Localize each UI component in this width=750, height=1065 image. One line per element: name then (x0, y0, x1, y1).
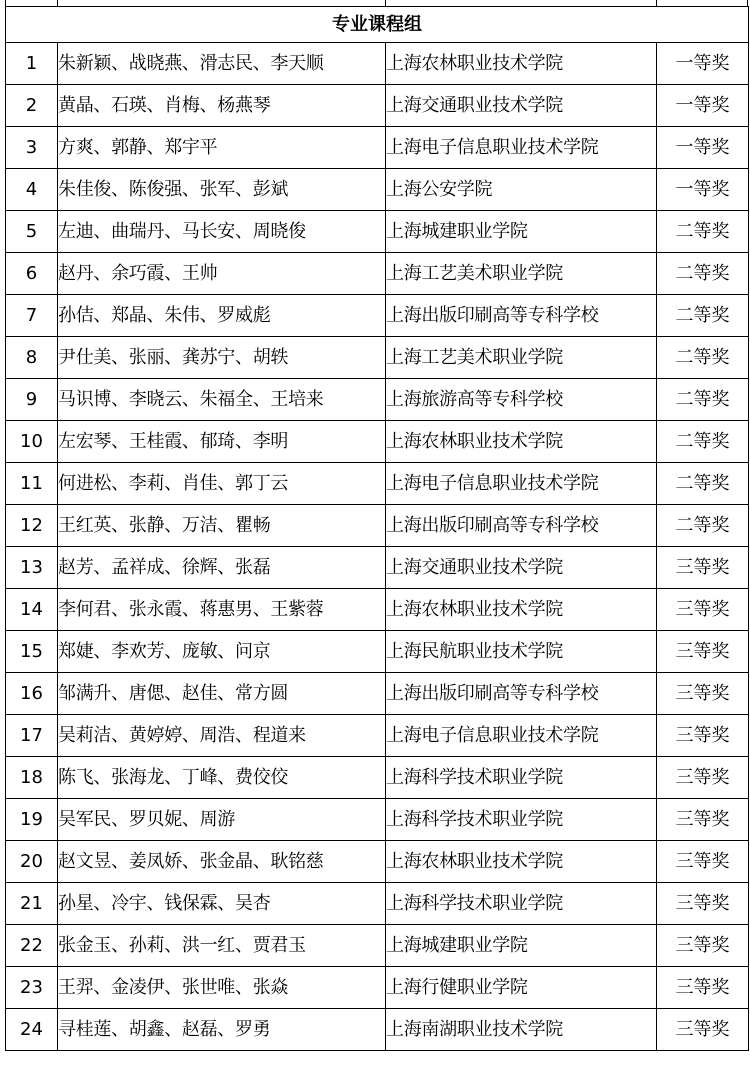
table-row (6, 883, 749, 925)
award-level: 三等奖 (657, 631, 749, 673)
table-row (6, 463, 749, 505)
row-number: 18 (6, 757, 58, 799)
row-number: 5 (6, 211, 58, 253)
award-level: 一等奖 (657, 43, 749, 85)
award-level: 三等奖 (657, 589, 749, 631)
row-number: 4 (6, 169, 58, 211)
school-name: 上海出版印刷高等专科学校 (386, 505, 657, 547)
award-level: 三等奖 (657, 757, 749, 799)
member-names: 左宏琴、王桂霞、郁琦、李明 (58, 421, 386, 463)
table-row (6, 505, 749, 547)
table-row (6, 967, 749, 1009)
member-names: 方爽、郭静、郑宇平 (58, 127, 386, 169)
school-name: 上海交通职业技术学院 (386, 85, 657, 127)
member-names: 黄晶、石瑛、肖梅、杨燕琴 (58, 85, 386, 127)
table-row (6, 589, 749, 631)
school-name: 上海城建职业学院 (386, 211, 657, 253)
school-name: 上海出版印刷高等专科学校 (386, 295, 657, 337)
school-name: 上海公安学院 (386, 169, 657, 211)
row-number: 16 (6, 673, 58, 715)
awards-table-body (6, 7, 749, 1051)
row-number: 24 (6, 1009, 58, 1051)
table-row (6, 799, 749, 841)
school-name: 上海科学技术职业学院 (386, 883, 657, 925)
row-number: 6 (6, 253, 58, 295)
award-level: 一等奖 (657, 169, 749, 211)
member-names: 张金玉、孙莉、洪一红、贾君玉 (58, 925, 386, 967)
award-level: 三等奖 (657, 673, 749, 715)
award-level: 三等奖 (657, 883, 749, 925)
table-row (6, 253, 749, 295)
school-name: 上海民航职业技术学院 (386, 631, 657, 673)
awards-table (5, 6, 749, 1051)
member-names: 吴军民、罗贝妮、周游 (58, 799, 386, 841)
school-name: 上海工艺美术职业学院 (386, 253, 657, 295)
row-number: 19 (6, 799, 58, 841)
school-name: 上海旅游高等专科学校 (386, 379, 657, 421)
table-row (6, 169, 749, 211)
award-level: 二等奖 (657, 295, 749, 337)
table-row (6, 295, 749, 337)
table-row (6, 379, 749, 421)
member-names: 尹仕美、张丽、龚苏宁、胡轶 (58, 337, 386, 379)
table-row (6, 547, 749, 589)
table-row (6, 1009, 749, 1051)
award-level: 三等奖 (657, 799, 749, 841)
table-row (6, 211, 749, 253)
award-level: 二等奖 (657, 505, 749, 547)
award-level: 三等奖 (657, 1009, 749, 1051)
school-name: 上海出版印刷高等专科学校 (386, 673, 657, 715)
table-row (6, 715, 749, 757)
award-level: 二等奖 (657, 379, 749, 421)
table-row (6, 43, 749, 85)
award-level: 二等奖 (657, 463, 749, 505)
row-number: 9 (6, 379, 58, 421)
award-level: 二等奖 (657, 211, 749, 253)
row-number: 14 (6, 589, 58, 631)
award-level: 二等奖 (657, 421, 749, 463)
member-names: 吴莉洁、黄婷婷、周浩、程道来 (58, 715, 386, 757)
school-name: 上海交通职业技术学院 (386, 547, 657, 589)
member-names: 左迪、曲瑞丹、马长安、周晓俊 (58, 211, 386, 253)
school-name: 上海行健职业学院 (386, 967, 657, 1009)
member-names: 赵芳、孟祥成、徐辉、张磊 (58, 547, 386, 589)
school-name: 上海工艺美术职业学院 (386, 337, 657, 379)
table-row (6, 631, 749, 673)
row-number: 13 (6, 547, 58, 589)
member-names: 李何君、张永霞、蒋惠男、王紫蓉 (58, 589, 386, 631)
award-level: 二等奖 (657, 253, 749, 295)
award-level: 三等奖 (657, 547, 749, 589)
member-names: 朱佳俊、陈俊强、张军、彭斌 (58, 169, 386, 211)
member-names: 何进松、李莉、肖佳、郭丁云 (58, 463, 386, 505)
row-number: 15 (6, 631, 58, 673)
school-name: 上海南湖职业技术学院 (386, 1009, 657, 1051)
school-name: 上海农林职业技术学院 (386, 589, 657, 631)
award-level: 三等奖 (657, 715, 749, 757)
member-names: 孙佶、郑晶、朱伟、罗威彪 (58, 295, 386, 337)
member-names: 陈飞、张海龙、丁峰、费佼佼 (58, 757, 386, 799)
school-name: 上海农林职业技术学院 (386, 841, 657, 883)
award-level: 一等奖 (657, 85, 749, 127)
group-header-row (6, 7, 749, 43)
school-name: 上海科学技术职业学院 (386, 757, 657, 799)
row-number: 2 (6, 85, 58, 127)
award-level: 三等奖 (657, 925, 749, 967)
school-name: 上海农林职业技术学院 (386, 421, 657, 463)
row-number: 21 (6, 883, 58, 925)
row-number: 12 (6, 505, 58, 547)
table-row (6, 841, 749, 883)
table-row (6, 421, 749, 463)
row-number: 23 (6, 967, 58, 1009)
row-number: 8 (6, 337, 58, 379)
table-row (6, 127, 749, 169)
member-names: 王红英、张静、万洁、瞿畅 (58, 505, 386, 547)
row-number: 1 (6, 43, 58, 85)
award-level: 三等奖 (657, 841, 749, 883)
row-number: 20 (6, 841, 58, 883)
school-name: 上海科学技术职业学院 (386, 799, 657, 841)
school-name: 上海电子信息职业技术学院 (386, 463, 657, 505)
school-name: 上海城建职业学院 (386, 925, 657, 967)
group-title: 专业课程组 (6, 7, 749, 43)
row-number: 7 (6, 295, 58, 337)
award-level: 一等奖 (657, 127, 749, 169)
row-number: 10 (6, 421, 58, 463)
table-row (6, 757, 749, 799)
row-number: 3 (6, 127, 58, 169)
award-level: 二等奖 (657, 337, 749, 379)
member-names: 郑婕、李欢芳、庞敏、问京 (58, 631, 386, 673)
member-names: 寻桂莲、胡鑫、赵磊、罗勇 (58, 1009, 386, 1051)
member-names: 孙星、冷宇、钱保霖、吴杏 (58, 883, 386, 925)
award-level: 三等奖 (657, 967, 749, 1009)
school-name: 上海电子信息职业技术学院 (386, 715, 657, 757)
row-number: 11 (6, 463, 58, 505)
table-row (6, 337, 749, 379)
member-names: 朱新颖、战晓燕、滑志民、李天顺 (58, 43, 386, 85)
school-name: 上海电子信息职业技术学院 (386, 127, 657, 169)
member-names: 赵丹、余巧霞、王帅 (58, 253, 386, 295)
school-name: 上海农林职业技术学院 (386, 43, 657, 85)
row-number: 17 (6, 715, 58, 757)
member-names: 马识博、李晓云、朱福全、王培来 (58, 379, 386, 421)
row-number: 22 (6, 925, 58, 967)
member-names: 赵文昱、姜凤娇、张金晶、耿铭慈 (58, 841, 386, 883)
table-row (6, 85, 749, 127)
member-names: 邹满升、唐偲、赵佳、常方圆 (58, 673, 386, 715)
table-row (6, 925, 749, 967)
table-row (6, 673, 749, 715)
member-names: 王羿、金凌伊、张世唯、张焱 (58, 967, 386, 1009)
